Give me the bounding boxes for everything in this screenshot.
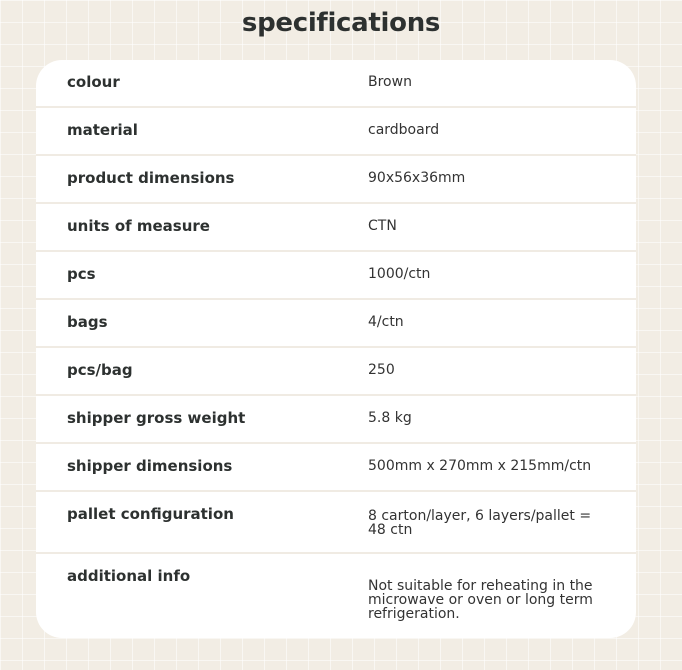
spec-value: 4/ctn <box>368 314 404 330</box>
spec-row-shipper-dimensions <box>36 444 636 492</box>
spec-value: 500mm x 270mm x 215mm/ctn <box>368 458 592 474</box>
spec-value: CTN <box>368 218 397 234</box>
spec-value: Brown <box>368 74 412 90</box>
spec-value: 90x56x36mm <box>368 170 466 186</box>
spec-row-additional-info <box>36 554 636 638</box>
spec-label: pallet configuration <box>67 505 234 523</box>
spec-label: material <box>67 121 138 139</box>
spec-value: 8 carton/layer, 6 layers/pallet = 48 ctn <box>368 508 592 538</box>
page-title: specifications <box>241 8 441 38</box>
spec-label: bags <box>67 313 108 331</box>
spec-row-pcs <box>36 252 636 300</box>
specifications-table <box>36 60 636 638</box>
spec-label: product dimensions <box>67 169 235 187</box>
spec-row-units-of-measure <box>36 204 636 252</box>
spec-value: cardboard <box>368 122 440 138</box>
spec-row-shipper-gross-weight <box>36 396 636 444</box>
spec-value: Not suitable for reheating in the microwave or oven or long term refrigeration. <box>368 578 593 622</box>
spec-row-bags <box>36 300 636 348</box>
spec-row-colour <box>36 60 636 108</box>
spec-row-pcs-per-bag <box>36 348 636 396</box>
spec-value: 5.8 kg <box>368 410 412 426</box>
spec-value: 1000/ctn <box>368 266 431 282</box>
spec-value: 250 <box>368 362 395 378</box>
spec-label: additional info <box>67 567 191 585</box>
spec-row-pallet-configuration <box>36 492 636 554</box>
spec-label: pcs <box>67 265 96 283</box>
spec-label: pcs/bag <box>67 361 133 379</box>
spec-label: shipper gross weight <box>67 409 246 427</box>
spec-label: units of measure <box>67 217 210 235</box>
spec-row-product-dimensions <box>36 156 636 204</box>
spec-row-material <box>36 108 636 156</box>
spec-label: colour <box>67 73 120 91</box>
spec-label: shipper dimensions <box>67 457 233 475</box>
